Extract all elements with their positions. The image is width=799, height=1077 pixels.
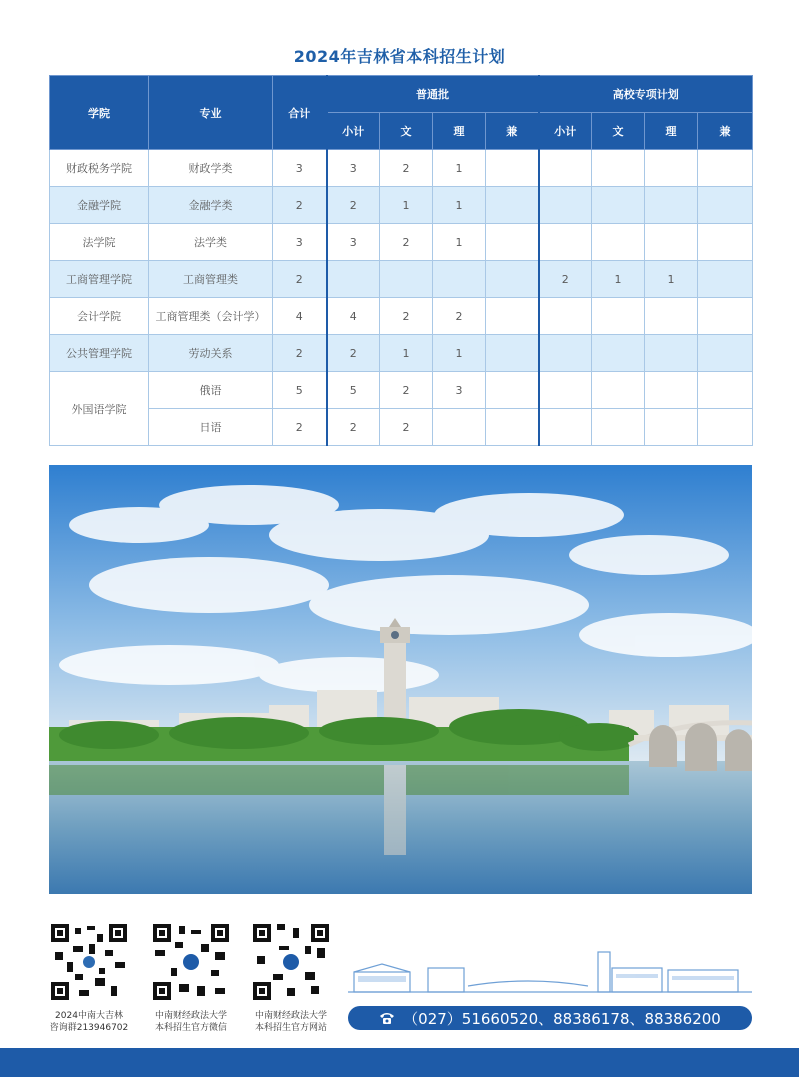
cell-spe-arts (592, 298, 645, 335)
cell-total: 2 (273, 409, 327, 446)
cell-spe-both (698, 409, 753, 446)
cell-college: 公共管理学院 (50, 335, 149, 372)
cell-reg-both (486, 298, 539, 335)
cell-spe-subtotal (539, 224, 592, 261)
header-college: 学院 (50, 76, 149, 150)
phone-contact-bar (348, 1006, 752, 1030)
cell-reg-arts: 2 (380, 150, 433, 187)
phone-icon (379, 1011, 395, 1025)
cell-spe-both (698, 298, 753, 335)
qr-code-icon (49, 922, 129, 1002)
campus-lake-photo (49, 465, 752, 894)
enrollment-plan-table (49, 75, 753, 446)
cell-spe-arts (592, 335, 645, 372)
header-spe-arts: 文 (592, 113, 645, 150)
cell-spe-both (698, 335, 753, 372)
cell-reg-both (486, 150, 539, 187)
header-spe-science: 理 (645, 113, 698, 150)
cell-reg-subtotal: 2 (327, 335, 380, 372)
header-regular-batch: 普通批 (327, 76, 539, 113)
cell-reg-arts (380, 261, 433, 298)
cell-reg-subtotal: 5 (327, 372, 380, 409)
cell-college: 会计学院 (50, 298, 149, 335)
cell-major: 工商管理类（会计学） (149, 298, 273, 335)
cell-college: 法学院 (50, 224, 149, 261)
qr-caption-line1: 2024中南大吉林 (55, 1011, 123, 1021)
cell-reg-science: 1 (433, 150, 486, 187)
cell-reg-science: 2 (433, 298, 486, 335)
cell-spe-subtotal (539, 150, 592, 187)
cell-spe-arts (592, 187, 645, 224)
cell-spe-science (645, 298, 698, 335)
cell-total: 4 (273, 298, 327, 335)
bottom-color-band (0, 1048, 799, 1077)
cell-major: 工商管理类 (149, 261, 273, 298)
header-spe-both: 兼 (698, 113, 753, 150)
cell-spe-subtotal (539, 409, 592, 446)
table-row (50, 187, 753, 224)
cell-reg-science: 1 (433, 224, 486, 261)
cell-reg-arts: 1 (380, 335, 433, 372)
cell-spe-arts (592, 224, 645, 261)
header-reg-subtotal: 小计 (327, 113, 380, 150)
cell-reg-science: 3 (433, 372, 486, 409)
qr-caption-line1: 中南财经政法大学 (254, 1011, 327, 1021)
cell-reg-both (486, 409, 539, 446)
qr-code-icon (151, 922, 231, 1002)
cell-college: 工商管理学院 (50, 261, 149, 298)
cell-reg-both (486, 261, 539, 298)
cell-major: 财政学类 (149, 150, 273, 187)
cell-spe-science: 1 (645, 261, 698, 298)
cell-college: 金融学院 (50, 187, 149, 224)
qr-caption-line2: 本科招生官方网站 (254, 1023, 327, 1033)
cell-major: 法学类 (149, 224, 273, 261)
table-row (50, 409, 753, 446)
cell-spe-both (698, 187, 753, 224)
cell-spe-science (645, 409, 698, 446)
cell-college: 外国语学院 (50, 372, 149, 446)
cell-total: 3 (273, 224, 327, 261)
cell-reg-both (486, 335, 539, 372)
cell-spe-science (645, 372, 698, 409)
header-major: 专业 (149, 76, 273, 150)
cell-reg-subtotal: 2 (327, 409, 380, 446)
campus-skyline-illustration (348, 946, 752, 996)
cell-spe-both (698, 150, 753, 187)
cell-spe-arts (592, 409, 645, 446)
cell-spe-arts (592, 372, 645, 409)
cell-spe-both (698, 372, 753, 409)
cell-spe-both (698, 224, 753, 261)
cell-spe-science (645, 224, 698, 261)
cell-major: 日语 (149, 409, 273, 446)
qr-official-website (236, 922, 346, 1034)
qr-wechat-official (136, 922, 246, 1034)
cell-reg-subtotal (327, 261, 380, 298)
cell-reg-arts: 2 (380, 409, 433, 446)
qr-code-icon (251, 922, 331, 1002)
cell-reg-subtotal: 4 (327, 298, 380, 335)
cell-total: 3 (273, 150, 327, 187)
cell-spe-science (645, 150, 698, 187)
header-reg-both: 兼 (486, 113, 539, 150)
cell-total: 2 (273, 187, 327, 224)
cell-reg-arts: 2 (380, 298, 433, 335)
cell-reg-science: 1 (433, 335, 486, 372)
cell-total: 2 (273, 261, 327, 298)
cell-major: 劳动关系 (149, 335, 273, 372)
cell-total: 2 (273, 335, 327, 372)
cell-reg-both (486, 224, 539, 261)
qr-caption-line2: 本科招生官方微信 (154, 1023, 227, 1033)
cell-reg-subtotal: 3 (327, 224, 380, 261)
table-row (50, 224, 753, 261)
cell-reg-arts: 1 (380, 187, 433, 224)
cell-spe-arts: 1 (592, 261, 645, 298)
cell-reg-subtotal: 2 (327, 187, 380, 224)
cell-total: 5 (273, 372, 327, 409)
cell-major: 金融学类 (149, 187, 273, 224)
header-total: 合计 (273, 76, 327, 150)
header-special-plan: 高校专项计划 (539, 76, 753, 113)
cell-spe-arts (592, 150, 645, 187)
table-row (50, 372, 753, 409)
cell-spe-both (698, 261, 753, 298)
page-title: 2024年吉林省本科招生计划 (293, 47, 506, 66)
cell-spe-science (645, 335, 698, 372)
qr-wechat-group (34, 922, 144, 1034)
cell-spe-subtotal: 2 (539, 261, 592, 298)
qr-caption-line1: 中南财经政法大学 (154, 1011, 227, 1021)
cell-spe-science (645, 187, 698, 224)
qr-caption-line2: 咨询群213946702 (49, 1023, 129, 1033)
cell-reg-arts: 2 (380, 224, 433, 261)
cell-reg-subtotal: 3 (327, 150, 380, 187)
header-reg-science: 理 (433, 113, 486, 150)
header-spe-subtotal: 小计 (539, 113, 592, 150)
cell-spe-subtotal (539, 335, 592, 372)
cell-reg-arts: 2 (380, 372, 433, 409)
header-reg-arts: 文 (380, 113, 433, 150)
table-row (50, 335, 753, 372)
cell-reg-science (433, 409, 486, 446)
table-row (50, 261, 753, 298)
cell-reg-science (433, 261, 486, 298)
table-row (50, 298, 753, 335)
cell-spe-subtotal (539, 298, 592, 335)
table-row (50, 150, 753, 187)
cell-reg-both (486, 372, 539, 409)
cell-spe-subtotal (539, 187, 592, 224)
phone-numbers: （027）51660520、88386178、88386200 (403, 1009, 721, 1028)
cell-spe-subtotal (539, 372, 592, 409)
cell-reg-both (486, 187, 539, 224)
cell-college: 财政税务学院 (50, 150, 149, 187)
cell-major: 俄语 (149, 372, 273, 409)
cell-reg-science: 1 (433, 187, 486, 224)
